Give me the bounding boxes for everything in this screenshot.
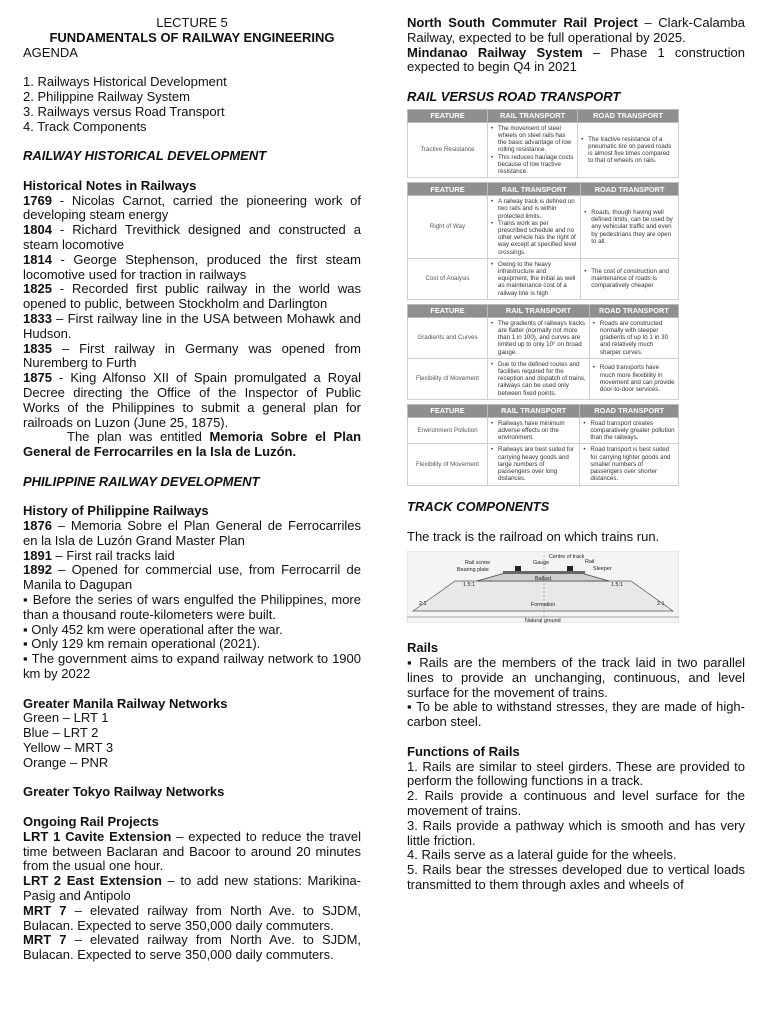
col-road: ROAD TRANSPORT: [581, 183, 679, 196]
table-row: [408, 358, 679, 399]
right-column: [407, 16, 745, 893]
rail-point: • The movement of steel wheels on steel rails has the basic advantage of low rolling resistance.: [491, 125, 574, 154]
rail-point: • Due to the defined routes and facilities required for the reception and dispatch of trains, railways can be used only between fixed points.: [491, 361, 586, 397]
project-text: – Clark-Calamba Railway, expected to be full operational by 2025.: [407, 15, 745, 45]
subheading-manila-networks: Greater Manila Railway Networks: [23, 695, 228, 711]
col-rail: RAIL TRANSPORT: [488, 109, 578, 122]
rail-cell: [488, 122, 578, 177]
label-sleeper: Sleeper: [593, 565, 612, 572]
track-cross-section-diagram: [407, 551, 679, 623]
subheading-historical-notes: Historical Notes in Railways: [23, 177, 197, 193]
project-text: – elevated railway from North Ave. to SJDM, Bulacan. Expected to serve 350,000 daily commuters.: [23, 902, 362, 933]
feature-cell: Flexibility of Movement: [408, 444, 488, 485]
col-feature: FEATURE: [408, 404, 488, 417]
rail-point: • Owing to the heavy infrastructure and equipment, the initial as well as maintenance cost of a railway line is high: [491, 261, 577, 297]
feature-cell: Right of Way: [408, 196, 488, 259]
track-intro: The track is the railroad on which trains run.: [407, 528, 660, 544]
history-text: - Richard Trevithick designed and constructed a steam locomotive: [23, 222, 361, 252]
col-road: ROAD TRANSPORT: [580, 404, 679, 417]
road-cell: [580, 417, 679, 444]
page-title: FUNDAMENTALS OF RAILWAY ENGINEERING: [49, 29, 335, 45]
history-year: 1769: [23, 192, 52, 208]
history-text: - King Alfonso XII of Spain promulgated a Royal Decree directing the Office of the Inspector of Public Works of the Philippines to submit a general plan for railroads on Luzon (June 25, 1875).: [23, 370, 361, 430]
road-point: • Roads are constructed normally with steeper gradients of up to 1 in 30 and relatively much sharper curves.: [593, 320, 675, 356]
ph-bullet: ▪ Only 129 km remain operational (2021).: [23, 636, 261, 652]
rail-cell: [488, 317, 590, 358]
ph-history-year: 1891: [23, 547, 52, 563]
function-item: 4. Rails serve as a lateral guide for the wheels.: [407, 847, 677, 863]
ph-history-text: – Opened for commercial use, from Ferrocarril de Manila to Dagupan: [23, 562, 361, 593]
table-row: [408, 317, 679, 358]
subheading-ongoing-projects: Ongoing Rail Projects: [23, 814, 159, 830]
rail-point: • A railway track is defined on two rails and is within protected limits.: [491, 198, 577, 220]
road-cell: [581, 196, 679, 259]
ph-history-text: – Memoria Sobre el Plan General de Ferrocarriles en la Isla de Luzón Grand Master Plan: [23, 518, 361, 548]
rails-bullet: ▪ To be able to withstand stresses, they are made of high-carbon steel.: [407, 699, 745, 730]
rail-cell: [488, 417, 580, 444]
feature-cell: Tractive Resistance: [408, 122, 488, 177]
project-entry: [23, 933, 361, 963]
road-point: • Roads, though having well defined limits, can be used by any vehicular traffic and even by pedestrians they are open to all.: [584, 209, 675, 245]
section-heading-track: TRACK COMPONENTS: [407, 499, 550, 515]
function-item: 2. Rails provide a continuous and level surface for the movement of trains.: [407, 788, 745, 819]
manila-line: Blue – LRT 2: [23, 725, 99, 741]
rail-cell: [488, 444, 580, 485]
ph-bullet: ▪ Only 452 km were operational after the war.: [23, 621, 283, 637]
project-entry: [407, 46, 745, 76]
col-feature: FEATURE: [408, 304, 488, 317]
table-row: [408, 258, 679, 299]
comparison-table-4: [407, 404, 679, 486]
history-entry: [23, 253, 361, 283]
plan-title-paragraph: [23, 430, 361, 460]
project-entry: [23, 904, 361, 934]
function-item: 1. Rails are similar to steel girders. These are provided to perform the following functions in a track.: [407, 758, 745, 789]
function-item: 5. Rails bear the stresses developed due to vertical loads transmitted to them through axles and wheels of: [407, 862, 745, 893]
road-point: • Road transport creates comparatively greater pollution than the railways.: [583, 420, 675, 442]
col-road: ROAD TRANSPORT: [578, 109, 679, 122]
agenda-item: 3. Railways versus Road Transport: [23, 103, 225, 119]
comparison-table-2: [407, 182, 679, 300]
col-rail: RAIL TRANSPORT: [488, 304, 590, 317]
comparison-table-1: [407, 109, 679, 178]
agenda-item: 1. Railways Historical Development: [23, 74, 227, 90]
ph-history-year: 1876: [23, 518, 52, 534]
label-slope-left: 1.5:1: [463, 581, 475, 588]
history-year: 1814: [23, 251, 52, 267]
col-feature: FEATURE: [408, 109, 488, 122]
manila-line: Green – LRT 1: [23, 710, 109, 726]
road-point: • The tractive resistance of a pneumatic tire on paved roads is almost five times compared to that of wheels on rails.: [581, 136, 675, 165]
road-cell: [578, 122, 679, 177]
col-rail: RAIL TRANSPORT: [488, 404, 580, 417]
ph-bullet: ▪ Before the series of wars engulfed the Philippines, more than a thousand route-kilometers were built.: [23, 592, 361, 622]
label-ballast: Ballast: [535, 575, 552, 582]
rail-cell: [488, 258, 581, 299]
project-text: – Phase 1 construction expected to begin Q4 in 2021: [407, 44, 745, 75]
agenda-item: 4. Track Components: [23, 118, 147, 134]
road-point: • Road transport is best suited for carrying lighter goods and smaller numbers of passengers over shorter distances.: [583, 446, 675, 482]
history-year: 1804: [23, 222, 52, 238]
col-rail: RAIL TRANSPORT: [488, 183, 581, 196]
project-name: MRT 7: [23, 902, 67, 918]
plan-title: Memoria Sobre el Plan General de Ferrocarriles en la Isla de Luzón.: [23, 429, 362, 460]
project-name: LRT 2 East Extension: [23, 873, 162, 889]
table-row: [408, 122, 679, 177]
history-year: 1833: [23, 310, 52, 326]
label-rail: Rail: [585, 558, 595, 565]
rail-point: • Trains work as per prescribed schedule and no other vehicle has the right of way except at specified level crossings.: [491, 220, 577, 256]
project-name: North South Commuter Rail Project: [407, 15, 638, 30]
label-bearing-plate: Bearing plate: [457, 566, 489, 573]
col-feature: FEATURE: [408, 183, 488, 196]
history-text: – First railway line in the USA between Mohawk and Hudson.: [23, 310, 361, 341]
ph-history-year: 1892: [23, 562, 52, 578]
ph-history-entry: [23, 563, 361, 593]
history-year: 1875: [23, 370, 52, 386]
history-entry: [23, 282, 361, 312]
rail-point: • Railways have minimum adverse effects on the environment.: [491, 420, 576, 442]
plan-prefix: The plan was entitled: [67, 429, 210, 445]
section-heading-rail-vs-road: RAIL VERSUS ROAD TRANSPORT: [407, 88, 621, 104]
table-row: [408, 444, 679, 485]
section-heading-philippine: PHILIPPINE RAILWAY DEVELOPMENT: [23, 473, 260, 489]
agenda-item: 2. Philippine Railway System: [23, 88, 190, 104]
project-text: – expected to reduce the travel time between Baclaran and Bacoor to around 20 minutes from the usual one hour.: [23, 828, 361, 874]
history-year: 1835: [23, 340, 52, 356]
history-text: - Recorded first public railway in the world was opened to public, between Stockholm and Darlington: [23, 281, 361, 312]
function-item: 3. Rails provide a pathway which is smooth and has very little friction.: [407, 817, 745, 848]
rail-right-shape: [567, 566, 573, 571]
history-year: 1825: [23, 281, 52, 297]
rails-bullet: ▪ Rails are the members of the track laid in two parallel lines to provide an unchanging, continuous, and level surface for the movement of trains.: [407, 655, 745, 700]
project-text: – elevated railway from North Ave. to SJDM, Bulacan. Expected to serve 350,000 daily commuters.: [23, 932, 362, 963]
road-cell: [581, 258, 679, 299]
feature-cell: Environment Pollution: [408, 417, 488, 444]
label-gauge: Gauge: [533, 559, 550, 566]
history-entry: [23, 342, 361, 372]
label-natural-ground: Natural ground: [525, 617, 561, 623]
comparison-table-3: [407, 304, 679, 400]
ph-history-entry: [23, 549, 361, 564]
project-name: LRT 1 Cavite Extension: [23, 828, 172, 844]
subheading-functions: Functions of Rails: [407, 743, 520, 759]
ph-history-text: – First rail tracks laid: [51, 547, 175, 563]
feature-cell: Flexibility of Movement: [408, 358, 488, 399]
road-point: • The cost of construction and maintenance of roads is comparatively cheaper: [584, 268, 675, 290]
table-row: [408, 196, 679, 259]
section-heading-historical: RAILWAY HISTORICAL DEVELOPMENT: [23, 148, 267, 164]
label-rail-screw: Rail screw: [465, 559, 490, 566]
project-entry: [407, 16, 745, 46]
rail-cell: [488, 358, 590, 399]
history-entry: [23, 312, 361, 342]
road-point: • Road transports have much more flexibility in movement and can provide door-to-door services.: [593, 364, 675, 393]
subheading-ph-history: History of Philippine Railways: [23, 503, 209, 519]
project-entry: [23, 830, 361, 874]
project-text: – to add new stations: Marikina-Pasig and Antipolo: [23, 873, 362, 904]
table-header-row: [408, 109, 679, 122]
agenda-label: AGENDA: [23, 44, 78, 60]
history-text: – First railway in Germany was opened from Nuremberg to Furth: [23, 340, 361, 371]
manila-line: Orange – PNR: [23, 754, 109, 770]
history-entry: [23, 194, 361, 224]
rail-cell: [488, 196, 581, 259]
feature-cell: Gradients and Curves: [408, 317, 488, 358]
project-name: MRT 7: [23, 932, 67, 948]
feature-cell: Cost of Analysis: [408, 258, 488, 299]
road-cell: [589, 317, 678, 358]
rail-left-shape: [515, 566, 521, 571]
ph-bullet: ▪ The government aims to expand railway network to 1900 km by 2022: [23, 651, 361, 682]
rail-point: • This reduces haulage costs because of low tractive resistance.: [491, 154, 574, 176]
project-entry: [23, 874, 361, 904]
history-text: - Nicolas Carnot, carried the pioneering work of developing steam energy: [23, 192, 361, 223]
label-slope-right: 1.5:1: [611, 581, 623, 588]
rail-point: • The gradients of railways tracks are flatter (normally not more than 1 in 100), and curves are limited up to only 10° on broad gauge.: [491, 320, 586, 356]
road-cell: [580, 444, 679, 485]
project-name: Mindanao Railway System: [407, 44, 583, 60]
label-slope-outer-right: 2:1: [657, 600, 665, 607]
manila-line: Yellow – MRT 3: [23, 740, 114, 756]
lecture-number: LECTURE 5: [156, 15, 228, 30]
table-header-row: [408, 304, 679, 317]
label-centre: Centre of track: [549, 553, 585, 560]
subheading-rails: Rails: [407, 640, 439, 656]
col-road: ROAD TRANSPORT: [589, 304, 678, 317]
ph-history-entry: [23, 519, 361, 549]
label-slope-outer-left: 2:1: [419, 600, 427, 607]
table-header-row: [408, 404, 679, 417]
road-cell: [589, 358, 678, 399]
subheading-tokyo-networks: Greater Tokyo Railway Networks: [23, 784, 225, 800]
table-row: [408, 417, 679, 444]
table-header-row: [408, 183, 679, 196]
rail-point: • Railways are best suited for carrying heavy goods and large numbers of passengers over long distances.: [491, 446, 576, 482]
label-formation: Formation: [531, 601, 556, 608]
history-text: - George Stephenson, produced the first steam locomotive used for traction in railways: [23, 251, 361, 282]
history-entry: [23, 371, 361, 430]
left-column: [23, 16, 361, 963]
history-entry: [23, 223, 361, 253]
